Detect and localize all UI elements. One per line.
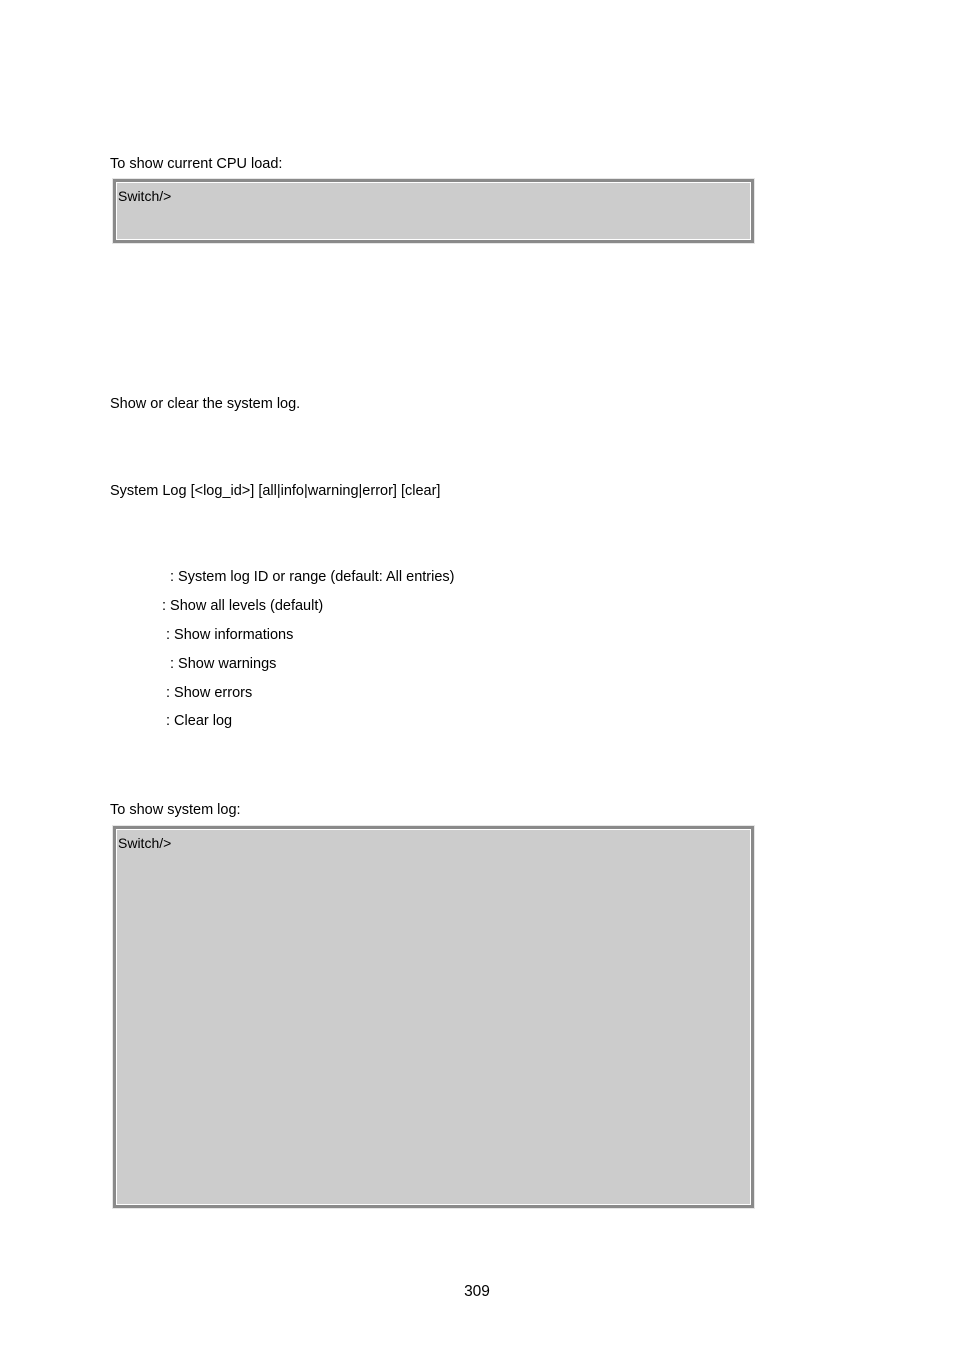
system-log-syntax: System Log [<log_id>] [all|info|warning|error] [clear] bbox=[110, 483, 441, 499]
system-log-example-intro: To show system log: bbox=[110, 802, 241, 818]
system-log-description: Show or clear the system log. bbox=[110, 396, 301, 412]
system-log-console-prompt: Switch/> bbox=[118, 835, 172, 851]
parameter-log-id: : System log ID or range (default: All entries) bbox=[170, 569, 455, 585]
cpu-example-console bbox=[113, 179, 754, 243]
parameter-clear: : Clear log bbox=[166, 713, 233, 729]
parameter-info: : Show informations bbox=[166, 627, 294, 643]
cpu-console-prompt: Switch/> bbox=[118, 188, 172, 204]
system-log-example-console bbox=[113, 826, 754, 1208]
cpu-example-intro: To show current CPU load: bbox=[110, 156, 283, 172]
page-number: 309 bbox=[464, 1283, 490, 1300]
parameter-warning: : Show warnings bbox=[170, 656, 277, 672]
parameter-error: : Show errors bbox=[166, 685, 253, 701]
parameter-all: : Show all levels (default) bbox=[162, 598, 324, 614]
